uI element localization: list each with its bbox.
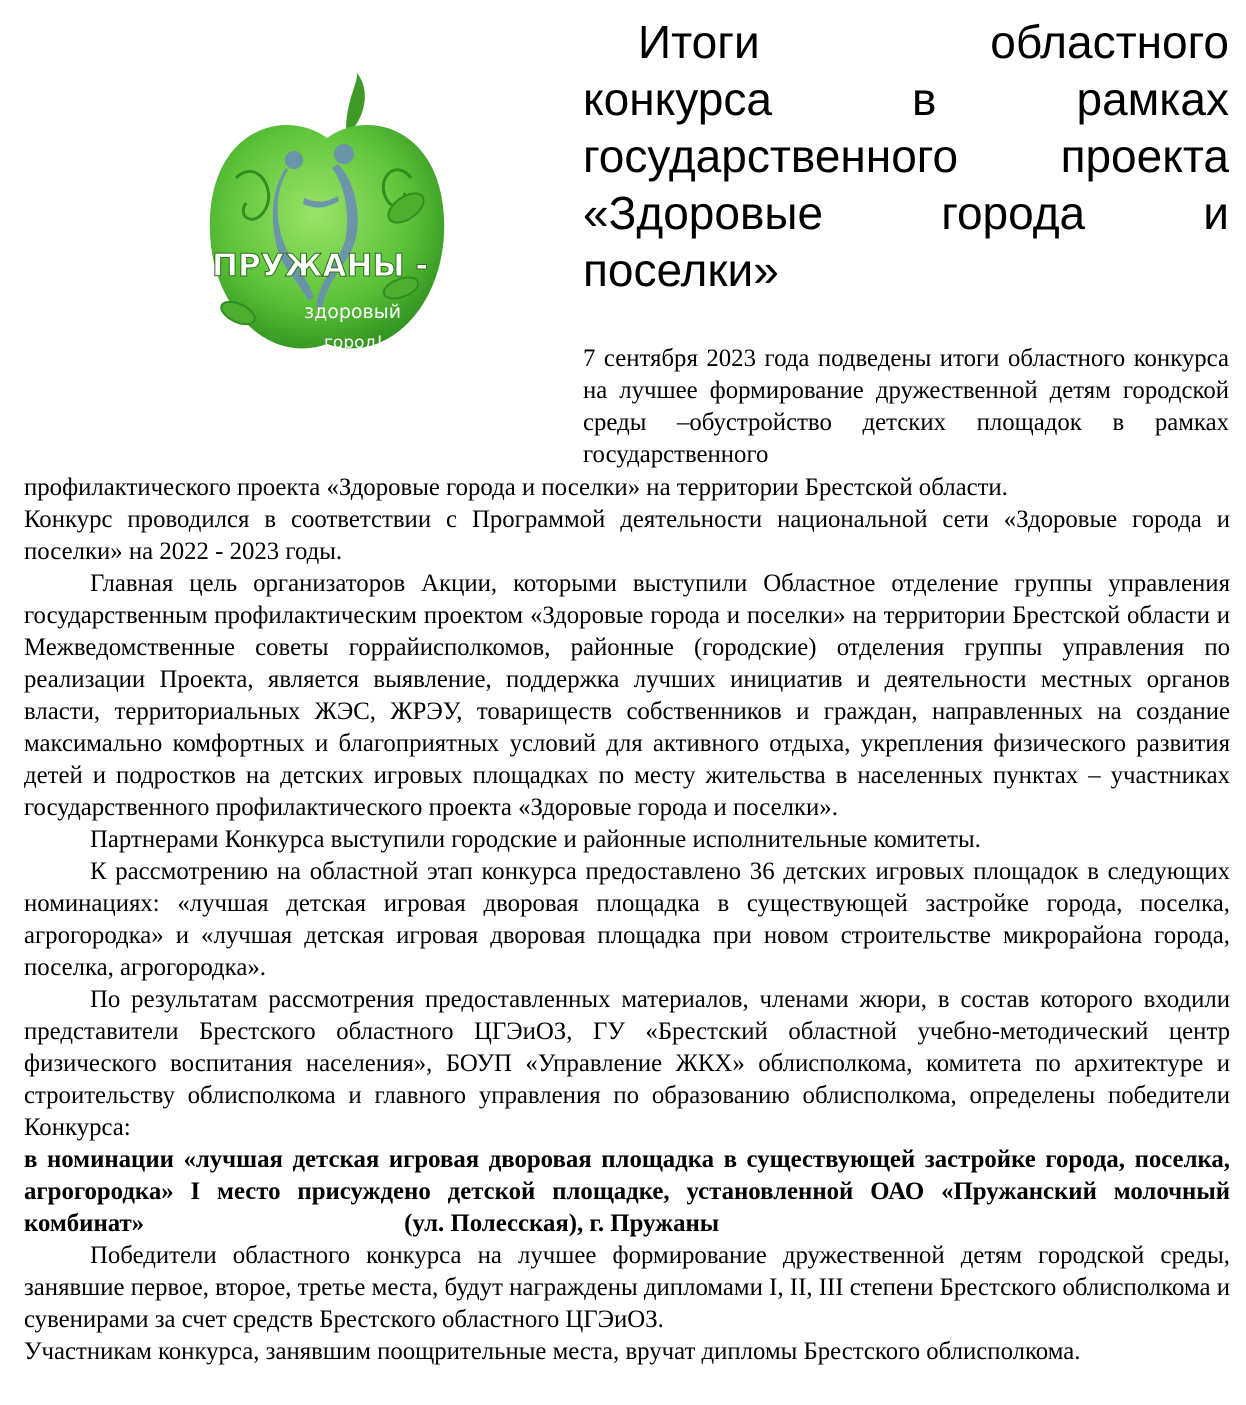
intro-paragraph: 7 сентября 2023 года подведены итоги областного конкурса на лучшее формирование дружественной детям городской среды –обустройство детских площадок в рамках государственного bbox=[583, 345, 1229, 468]
title-line: государственного проекта bbox=[583, 130, 1229, 182]
paragraph: профилактического проекта «Здоровые города и поселки» на территории Брестской области. bbox=[24, 474, 1008, 501]
title-line: конкурса в рамках bbox=[583, 73, 1229, 125]
title-line: поселки» bbox=[583, 244, 779, 296]
healthy-city-logo bbox=[196, 68, 458, 368]
logo-text-line2: здоровый bbox=[304, 301, 402, 323]
stem-leaf-icon bbox=[346, 72, 365, 134]
paragraph: Партнерами Конкурса выступили городские и районные исполнительные комитеты. bbox=[90, 826, 981, 853]
article-body bbox=[24, 472, 1230, 1368]
logo-text-line3: город! bbox=[324, 333, 384, 353]
title-line: Итоги областного bbox=[638, 16, 1229, 68]
page-title bbox=[583, 14, 1229, 299]
paragraph: Конкурс проводился в соответствии с Программой деятельности национальной сети «Здоровые города и поселки» на 2022 - 2023 годы. bbox=[24, 506, 1230, 565]
winner-location: (ул. Полесская), г. Пружаны bbox=[404, 1210, 720, 1237]
paragraph: К рассмотрению на областной этап конкурса предоставлено 36 детских игровых площадок в следующих номинациях: «лучшая детская игровая дворовая площадка в существующей застройке города, поселка, агрогородка» и «лучшая детская игровая дворовая площадка при новом строительстве микрорайона города, поселка, агрогородка». bbox=[24, 858, 1230, 981]
winner-announcement bbox=[24, 1144, 1230, 1240]
apple-logo-graphic bbox=[196, 68, 458, 368]
paragraph: Главная цель организаторов Акции, которыми выступили Областное отделение группы управления государственным профилактическим проектом «Здоровые города и поселки» на территории Брестской области и Межведомственные советы горрайисполкомов, районные (городские) отделения группы управления по реализации Проекта, является выявление, поддержка лучших инициатив и деятельности местных органов власти, территориальных ЖЭС, ЖРЭУ, товариществ собственников и граждан, направленных на создание максимально комфортных и благоприятных условий для активного отдыха, укрепления физического развития детей и подростков на детских игровых площадках по месту жительства в населенных пунктах – участниках государственного профилактического проекта «Здоровые города и поселки». bbox=[24, 570, 1230, 821]
paragraph: По результатам рассмотрения предоставленных материалов, членами жюри, в состав которого входили представители Брестского областного ЦГЭиОЗ, ГУ «Брестский областной учебно-методический центр физического воспитания населения», БОУП «Управление ЖКХ» облисполкома, комитета по архитектуре и строительству облисполкома и главного управления по образованию облисполкома, определены победители Конкурса: bbox=[24, 986, 1230, 1141]
winner-nomination: в номинации «лучшая детская игровая дворовая площадка в существующей застройке города, поселка, агрогородка» I место присуждено детской площадке, установленной ОАО «Пружанский молочный комбинат» bbox=[24, 1146, 1230, 1237]
paragraph: Победители областного конкурса на лучшее формирование дружественной детям городской среды, занявшие первое, второе, третье места, будут награждены дипломами I, II, III степени Брестского облисполкома и сувенирами за счет средств Брестского областного ЦГЭиОЗ. bbox=[24, 1242, 1230, 1333]
logo-text-line1: ПРУЖАНЫ - bbox=[212, 248, 429, 284]
title-line: «Здоровые города и bbox=[583, 187, 1229, 239]
paragraph: Участникам конкурса, занявшим поощрительные места, вручат дипломы Брестского облисполкома. bbox=[24, 1338, 1081, 1365]
